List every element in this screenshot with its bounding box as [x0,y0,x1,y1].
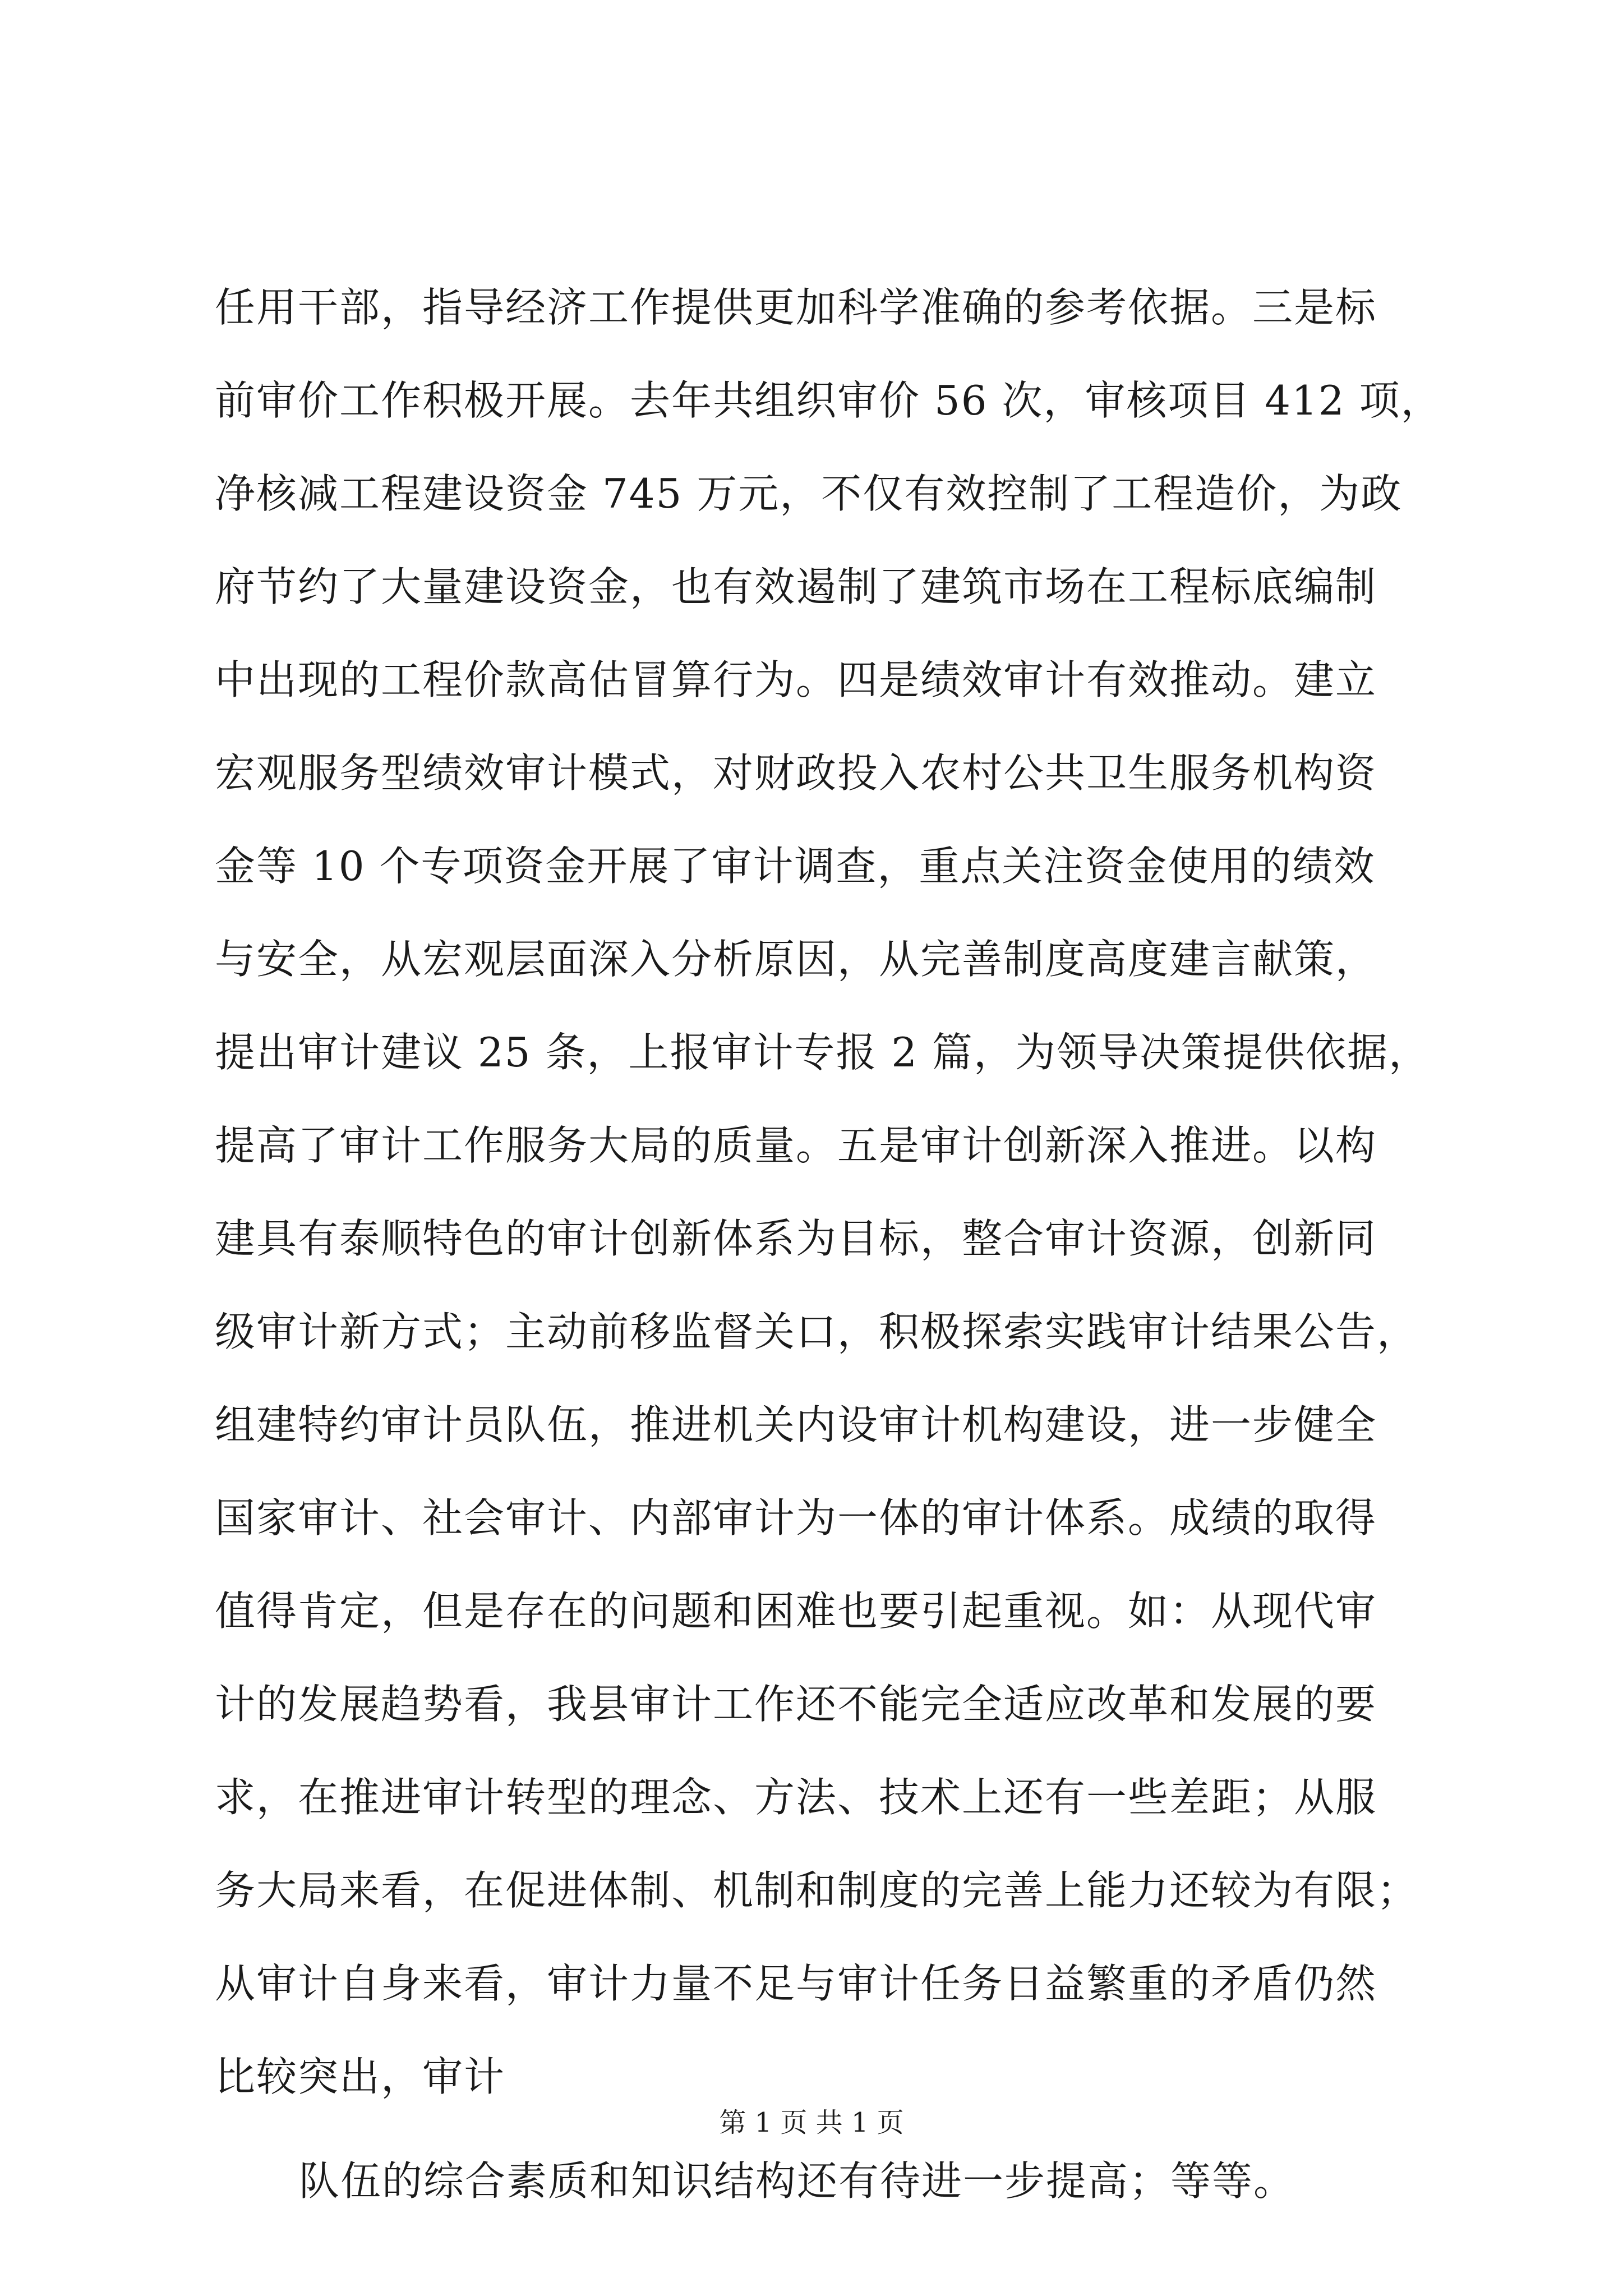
text-line-1: 任用干部，指导经济工作提供更加科学准确的参考依据。三是标 [215,284,1377,331]
text-line-9: 提出审计建议 25 条，上报审计专报 2 篇，为领导决策提供依据， [215,1029,1430,1076]
text-line-12: 级审计新方式；主动前移监督关口，积极探索实践审计结果公告， [215,1308,1419,1355]
page-footer: 第 1 页 共 1 页 [719,2107,904,2138]
text-line-5: 中出现的工程价款高估冒算行为。四是绩效审计有效推动。建立 [215,656,1377,703]
text-line-14: 国家审计、社会审计、内部审计为一体的审计体系。成绩的取得 [215,1494,1377,1542]
last-paragraph: 队伍的综合素质和知识结构还有待进一步提高；等等。 [299,2157,1295,2205]
text-line-10: 提高了审计工作服务大局的质量。五是审计创新深入推进。以构 [215,1122,1377,1169]
text-line-8: 与安全，从宏观层面深入分析原因，从完善制度高度建言献策， [215,936,1377,983]
text-line-19: 从审计自身来看，审计力量不足与审计任务日益繁重的矛盾仍然 [215,1960,1377,2007]
text-line-7: 金等 10 个专项资金开展了审计调查，重点关注资金使用的绩效 [215,843,1376,890]
text-line-15: 值得肯定，但是存在的问题和困难也要引起重视。如：从现代审 [215,1588,1377,1635]
text-line-4: 府节约了大量建设资金，也有效遏制了建筑市场在工程标底编制 [215,563,1377,610]
text-line-16: 计的发展趋势看，我县审计工作还不能完全适应改革和发展的要 [215,1681,1377,1728]
text-line-3: 净核减工程建设资金 745 万元，不仅有效控制了工程造价，为政 [215,470,1403,517]
text-line-17: 求，在推进审计转型的理念、方法、技术上还有一些差距；从服 [215,1774,1377,1821]
text-line-11: 建具有泰顺特色的审计创新体系为目标，整合审计资源，创新同 [215,1215,1377,1262]
text-line-6: 宏观服务型绩效审计模式，对财政投入农村公共卫生服务机构资 [215,749,1377,797]
text-line-20: 比较突出，审计 [215,2053,506,2100]
text-line-2: 前审价工作积极开展。去年共组织审价 56 次，审核项目 412 项， [215,377,1442,424]
body-text [215,261,1442,2228]
text-line-13: 组建特约审计员队伍，推进机关内设审计机构建设，进一步健全 [215,1401,1377,1448]
text-line-18: 务大局来看，在促进体制、机制和制度的完善上能力还较为有限； [215,1867,1419,1914]
